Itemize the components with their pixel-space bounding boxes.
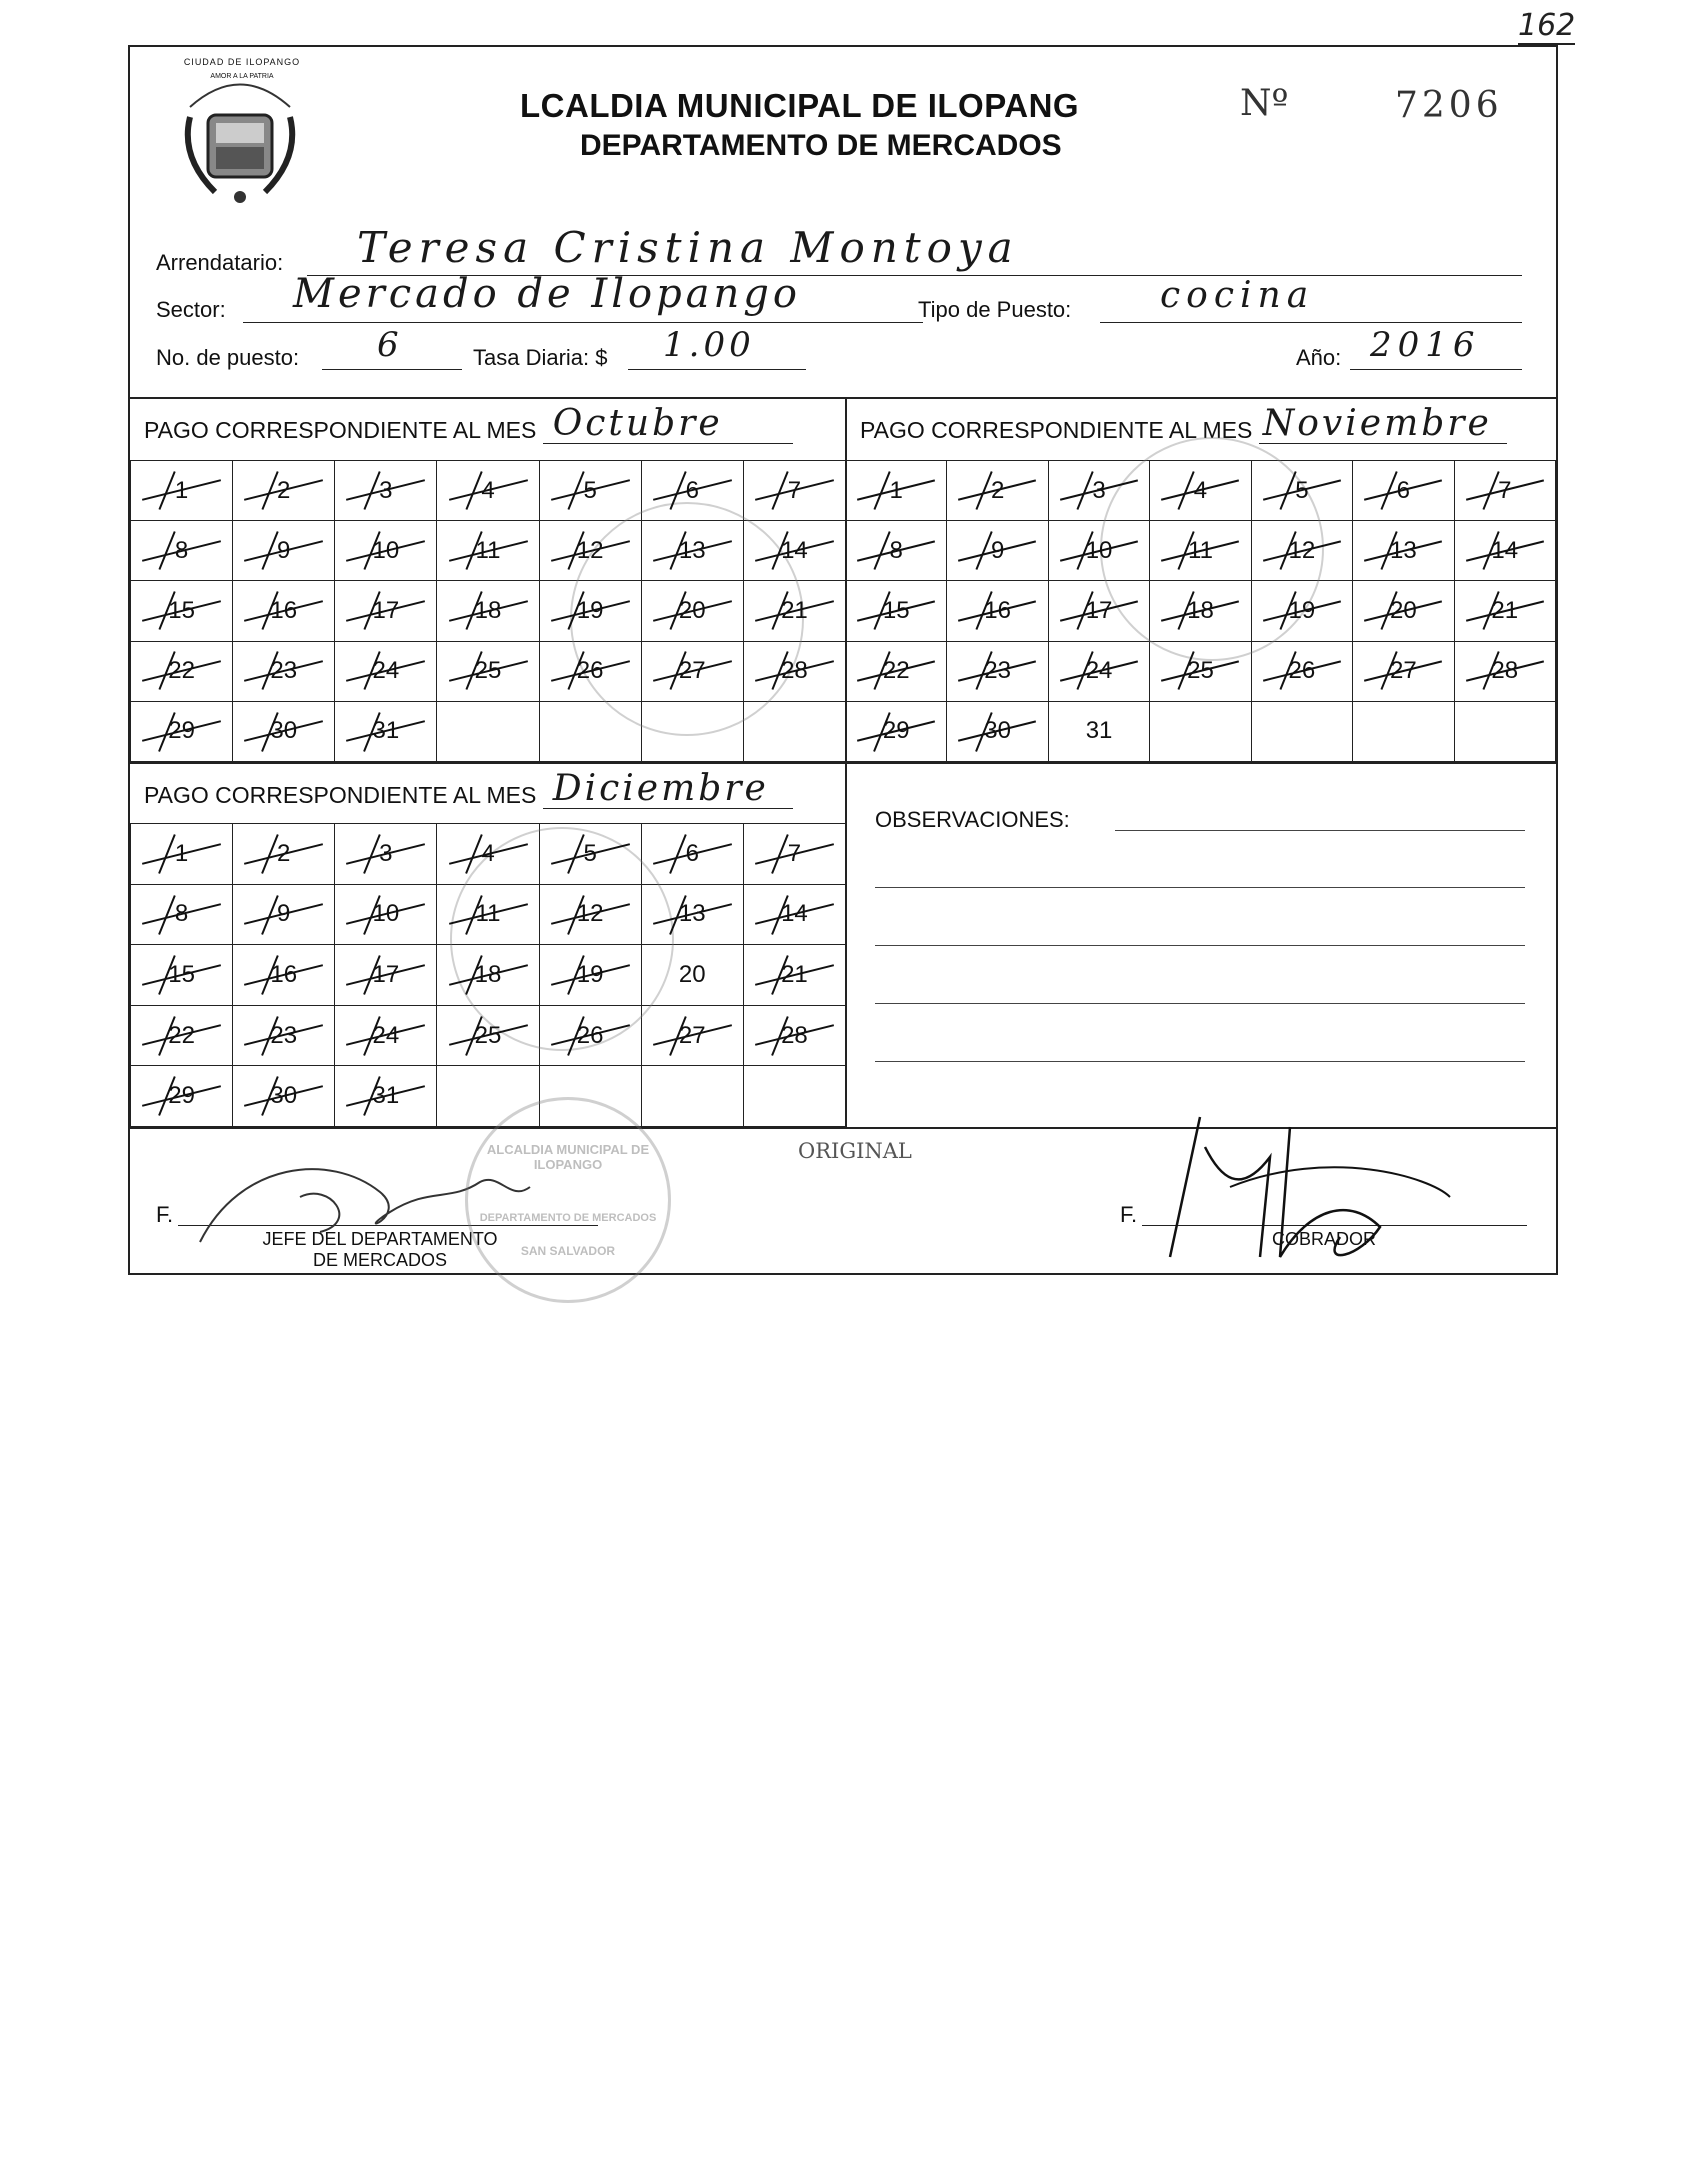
day-cell [743,945,845,1006]
empty-cell [743,1066,845,1127]
day-number: 25 [474,1021,502,1049]
day-number: 5 [583,839,597,867]
day-number: 25 [474,657,502,685]
day-cell [437,521,539,581]
day-number: 24 [1085,657,1113,685]
day-cell [335,1066,437,1127]
month-name-december: Diciembre [552,768,769,809]
day-number: 16 [270,596,298,624]
day-cell [846,641,947,701]
signature-f-right: F. [1120,1202,1138,1227]
day-number: 9 [277,536,291,564]
day-number: 26 [1288,657,1316,685]
day-cell [233,824,335,885]
day-number: 16 [984,596,1011,624]
day-number: 27 [678,657,706,685]
day-cell [846,521,947,581]
signature-f-left: F. [156,1202,174,1227]
day-cell [233,581,335,641]
day-number: 12 [576,536,604,564]
day-cell [1251,641,1352,701]
day-number: 6 [1396,476,1410,504]
arrendatario-value: Teresa Cristina Montoya [357,223,1019,272]
puesto-field [322,325,462,370]
day-number: 18 [474,596,502,624]
empty-cell [437,701,539,761]
official-stamp [465,1097,671,1303]
day-cell [1454,461,1555,521]
day-cell [131,824,233,885]
day-cell [947,461,1048,521]
day-number: 28 [781,1021,808,1049]
month-label: PAGO CORRESPONDIENTE AL MES [860,417,1253,443]
original-label: ORIGINAL [798,1139,912,1163]
day-number: 3 [379,476,393,504]
day-number: 21 [1491,596,1519,624]
tasa-field [628,325,806,370]
day-number: 12 [1288,536,1316,564]
section-divider [130,762,1556,764]
day-cell [539,461,641,521]
day-cell [335,641,437,701]
day-cell [1454,581,1555,641]
stamp-outer-text: ALCALDIA MUNICIPAL DE ILOPANGO [486,1142,650,1172]
seal-motto: AMOR A LA PATRIA [210,73,274,80]
day-number: 27 [678,1021,706,1049]
day-cell [743,1005,845,1066]
cobrador-title: COBRADOR [1272,1229,1377,1249]
day-cell [947,521,1048,581]
day-number: 1 [889,476,903,504]
observaciones-line [875,1003,1525,1004]
day-cell [437,461,539,521]
number-label: Nº [1240,83,1289,124]
day-number: 7 [787,839,802,867]
observaciones-line [875,1061,1525,1062]
day-cell [335,581,437,641]
day-cell [233,701,335,761]
day-cell [335,945,437,1006]
day-number: 5 [583,476,597,504]
sector-value: Mercado de Ilopango [293,271,801,317]
day-number: 14 [781,900,808,928]
page-number: 162 [1518,8,1576,43]
day-number: 21 [781,960,808,988]
day-cell [947,641,1048,701]
day-number: 10 [1085,536,1113,564]
day-number: 11 [1188,536,1213,564]
day-number: 15 [882,596,910,624]
empty-cell [1454,701,1555,761]
day-number: 14 [1491,536,1519,564]
day-number: 4 [481,839,495,867]
day-cell [641,824,743,885]
day-cell [437,581,539,641]
day-cell [743,824,845,885]
month-name-october: Octubre [552,403,723,444]
cobrador-signature-icon [1130,1087,1550,1287]
day-number: 1 [174,839,189,867]
month-label: PAGO CORRESPONDIENTE AL MES [144,782,537,808]
day-number: 7 [787,476,802,504]
day-cell [743,461,845,521]
observaciones-label: OBSERVACIONES: [875,807,1070,832]
month-name-november: Noviembre [1262,403,1492,444]
day-number: 2 [277,476,291,504]
day-number: 23 [984,657,1011,685]
stamp-inner-text: DEPARTAMENTO DE MERCADOS [479,1212,657,1224]
day-cell [131,701,233,761]
day-number: 28 [1491,657,1519,685]
day-cell [131,641,233,701]
section-divider [130,397,1556,399]
day-number: 20 [678,596,706,624]
day-number: 13 [678,536,706,564]
day-number: 24 [372,1021,400,1049]
day-number: 10 [372,900,400,928]
day-number: 22 [168,1021,195,1049]
day-cell [233,641,335,701]
anio-field [1350,325,1522,370]
day-cell [1048,641,1149,701]
day-cell [1454,641,1555,701]
day-cell [233,521,335,581]
day-cell [846,581,947,641]
day-number: 21 [781,596,808,624]
day-number: 31 [1085,717,1113,745]
day-number: 27 [1389,657,1417,685]
day-number: 1 [174,476,189,504]
month-header-december [144,768,793,809]
day-number: 5 [1295,476,1309,504]
day-cell [1048,701,1149,761]
observaciones-line [875,887,1525,888]
day-cell [131,945,233,1006]
day-number: 12 [576,900,604,928]
day-number: 19 [1288,596,1316,624]
day-cell [1353,641,1454,701]
empty-cell [1150,701,1251,761]
day-number: 3 [1092,476,1106,504]
day-number: 11 [475,536,501,564]
seal-text: CIUDAD DE ILOPANGO [183,57,301,67]
anio-label: Año: [1296,345,1342,370]
day-cell [1454,521,1555,581]
day-number: 8 [174,536,189,564]
day-cell [335,701,437,761]
municipal-seal-icon [170,67,310,217]
market-payment-card [128,45,1558,1275]
day-cell [947,581,1048,641]
day-number: 28 [781,657,808,685]
empty-cell [1251,701,1352,761]
arrendatario-label: Arrendatario: [156,250,284,275]
day-cell [1353,461,1454,521]
empty-cell [1353,701,1454,761]
day-cell [233,1066,335,1127]
day-number: 22 [882,657,910,685]
day-number: 24 [372,657,400,685]
day-number: 15 [168,596,195,624]
day-number: 18 [474,960,502,988]
day-number: 19 [576,596,604,624]
day-number: 30 [270,1082,298,1110]
day-number: 6 [685,839,699,867]
day-number: 31 [372,1082,400,1110]
day-cell [233,884,335,945]
day-number: 4 [1193,476,1208,504]
day-number: 10 [372,536,400,564]
day-number: 30 [984,717,1011,745]
tasa-value: 1.00 [663,325,755,365]
day-number: 23 [270,1021,298,1049]
day-number: 17 [372,960,400,988]
arrendatario-field [307,223,1522,276]
day-cell [233,461,335,521]
day-cell [947,701,1048,761]
day-number: 17 [1085,596,1113,624]
day-number: 11 [475,900,501,928]
day-cell [131,521,233,581]
day-number: 7 [1498,476,1512,504]
day-cell [846,461,947,521]
day-cell [335,824,437,885]
day-number: 20 [678,960,706,988]
day-cell [743,884,845,945]
day-cell [233,1005,335,1066]
day-number: 30 [270,717,298,745]
day-number: 20 [1389,596,1417,624]
day-cell [131,581,233,641]
day-number: 9 [277,900,291,928]
day-number: 13 [678,900,706,928]
observaciones-line [875,945,1525,946]
day-number: 9 [990,536,1005,564]
day-cell [131,1005,233,1066]
page-title: LCALDIA MUNICIPAL DE ILOPANG [520,87,1080,124]
day-number: 29 [168,717,195,745]
day-cell [335,1005,437,1066]
month-header-october [144,403,793,444]
day-number: 25 [1187,657,1214,685]
day-number: 3 [379,839,393,867]
day-cell [1353,521,1454,581]
day-number: 31 [372,717,400,745]
day-number: 14 [781,536,808,564]
day-cell [1353,581,1454,641]
day-cell [131,884,233,945]
day-number: 8 [889,536,903,564]
sector-label: Sector: [156,297,226,322]
day-cell [437,641,539,701]
empty-cell [641,1066,743,1127]
day-number: 22 [168,657,195,685]
puesto-label: No. de puesto: [156,345,300,370]
day-cell [846,701,947,761]
puesto-value: 6 [377,325,399,365]
observaciones-line [1115,830,1525,831]
month-label: PAGO CORRESPONDIENTE AL MES [144,417,537,443]
day-number: 6 [685,476,699,504]
day-number: 18 [1187,596,1214,624]
day-number: 19 [576,960,604,988]
day-number: 16 [270,960,298,988]
day-number: 2 [277,839,291,867]
day-number: 17 [372,596,400,624]
day-cell [131,461,233,521]
day-number: 13 [1389,536,1417,564]
jefe-line-2: DE MERCADOS [312,1250,447,1270]
day-number: 26 [576,657,604,685]
day-cell [335,884,437,945]
sector-field [243,271,923,323]
day-number: 29 [882,717,910,745]
jefe-line-1: JEFE DEL DEPARTAMENTO [262,1229,498,1249]
day-cell [233,945,335,1006]
tasa-label: Tasa Diaria: $ [473,345,608,370]
day-cell [641,1005,743,1066]
day-number: 15 [168,960,195,988]
day-number: 2 [990,476,1005,504]
tipo-field [1100,275,1522,323]
day-number: 29 [168,1082,195,1110]
stamp-bottom-text: SAN SALVADOR [520,1244,616,1258]
day-cell [335,461,437,521]
tipo-value: cocina [1160,275,1315,316]
day-cell [131,1066,233,1127]
day-number: 4 [481,476,495,504]
day-cell [335,521,437,581]
tipo-label: Tipo de Puesto: [918,297,1072,322]
document-number: 7206 [1395,85,1503,126]
day-number: 23 [270,657,298,685]
day-number: 8 [174,900,189,928]
day-number: 26 [576,1021,604,1049]
anio-value: 2016 [1370,325,1481,365]
department-subtitle: DEPARTAMENTO DE MERCADOS [580,129,1062,162]
